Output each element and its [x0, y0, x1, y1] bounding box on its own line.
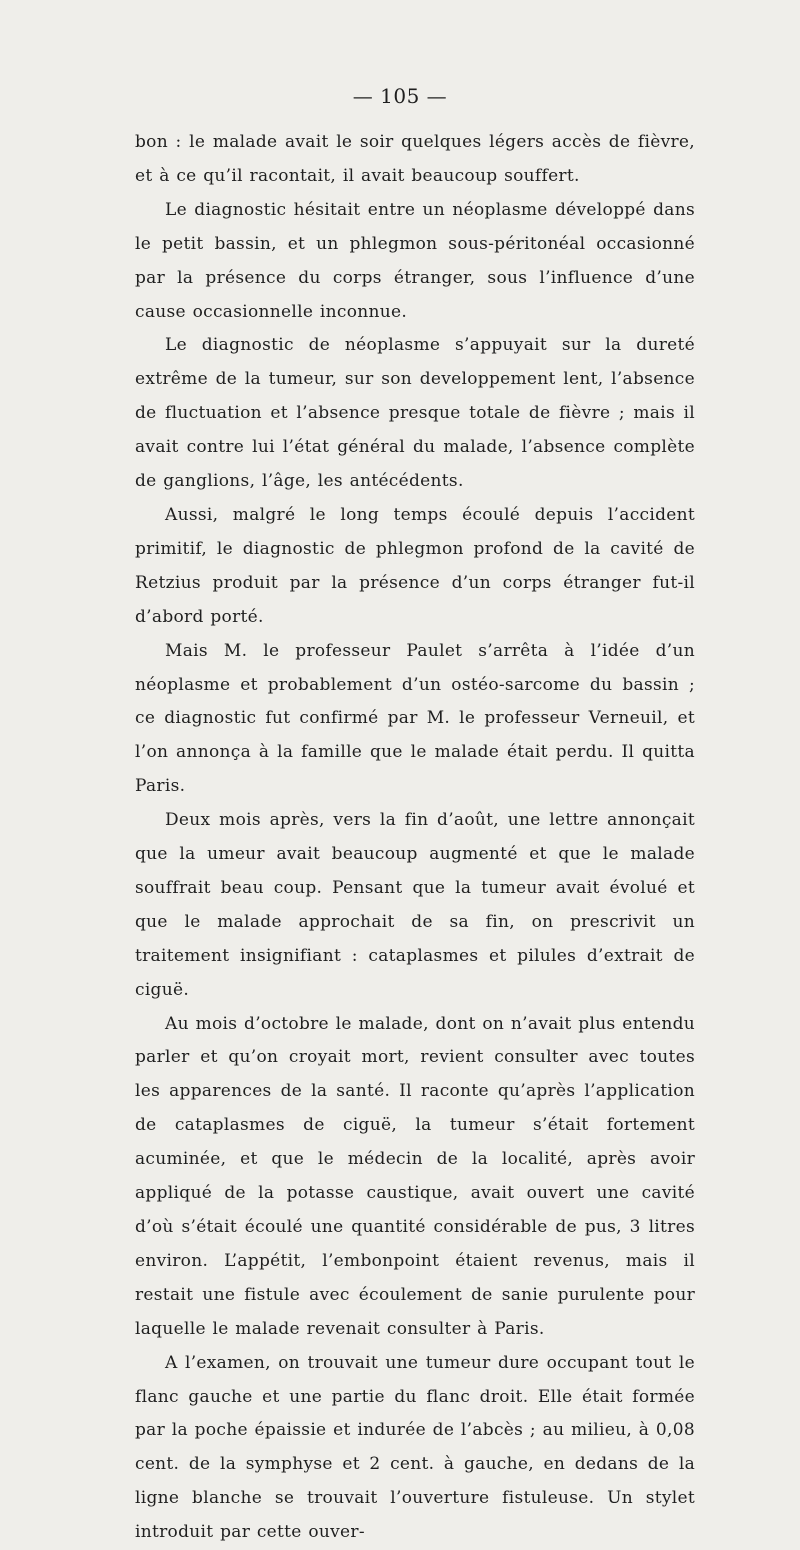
paragraph-7: Au mois d’octobre le malade, dont on n’avait plus entendu parler et qu’on croyait mort, revient consulter avec toutes les apparences de la santé. Il raconte qu’après l’application de cataplasmes de ciguë, la tumeur s’était fortement acuminée, et que le médecin de la localité, après avoir appliqué de la potasse caustique, avait ouvert une cavité d’où s’était écoulé une quantité considérable de pus, 3 litres environ. L’appétit, l’embonpoint étaient revenus, mais il restait une fistule avec écoulement de sanie purulente pour laquelle le malade revenait consulter à Paris. [135, 1013, 695, 1339]
paragraph-2: Le diagnostic hésitait entre un néoplasme développé dans le petit bassin, et un phlegmon sous-péritonéal occasionné par la présence du corps étranger, sous l’influence d’une cause occasionnelle inconnue. [135, 199, 695, 322]
paragraph-5: Mais M. le professeur Paulet s’arrêta à l’idée d’un néoplasme et probablement d’un ostéo-sarcome du bassin ; ce diagnostic fut confirmé par M. le professeur Verneuil, et l’on annonça à la famille que le malade était perdu. Il quitta Paris. [135, 640, 695, 797]
paragraph-4: Aussi, malgré le long temps écoulé depuis l’accident primitif, le diagnostic de phlegmon profond de la cavité de Retzius produit par la présence d’un corps étranger fut-il d’abord porté. [135, 504, 695, 627]
body-text [135, 126, 695, 1550]
paragraph-8: A l’examen, on trouvait une tumeur dure occupant tout le flanc gauche et une partie du flanc droit. Elle était formée par la poche épaissie et indurée de l’abcès ; au milieu, à 0,08 cent. de la symphyse et 2 cent. à gauche, en dedans de la ligne blanche se trouvait l’ouverture fistuleuse. Un stylet introduit par cette ouver- [135, 1352, 695, 1543]
paragraph-1: bon : le malade avait le soir quelques légers accès de fièvre, et à ce qu’il racontait, il avait beaucoup souffert. [135, 132, 695, 186]
paragraph-3: Le diagnostic de néoplasme s’appuyait sur la dureté extrême de la tumeur, sur son developpement lent, l’absence de fluctuation et l’absence presque totale de fièvre ; mais il avait contre lui l’état général du malade, l’absence complète de ganglions, l’âge, les antécédents. [135, 335, 695, 492]
page-number-header: — 105 — [352, 84, 448, 108]
paragraph-6: Deux mois après, vers la fin d’août, une lettre annonçait que la umeur avait beaucoup augmenté et que le malade souffrait beau coup. Pensant que la tumeur avait évolué et que le malade approchait de sa fin, on prescrivit un traitement insignifiant : cataplasmes et pilules d’extrait de ciguë. [135, 810, 695, 1000]
